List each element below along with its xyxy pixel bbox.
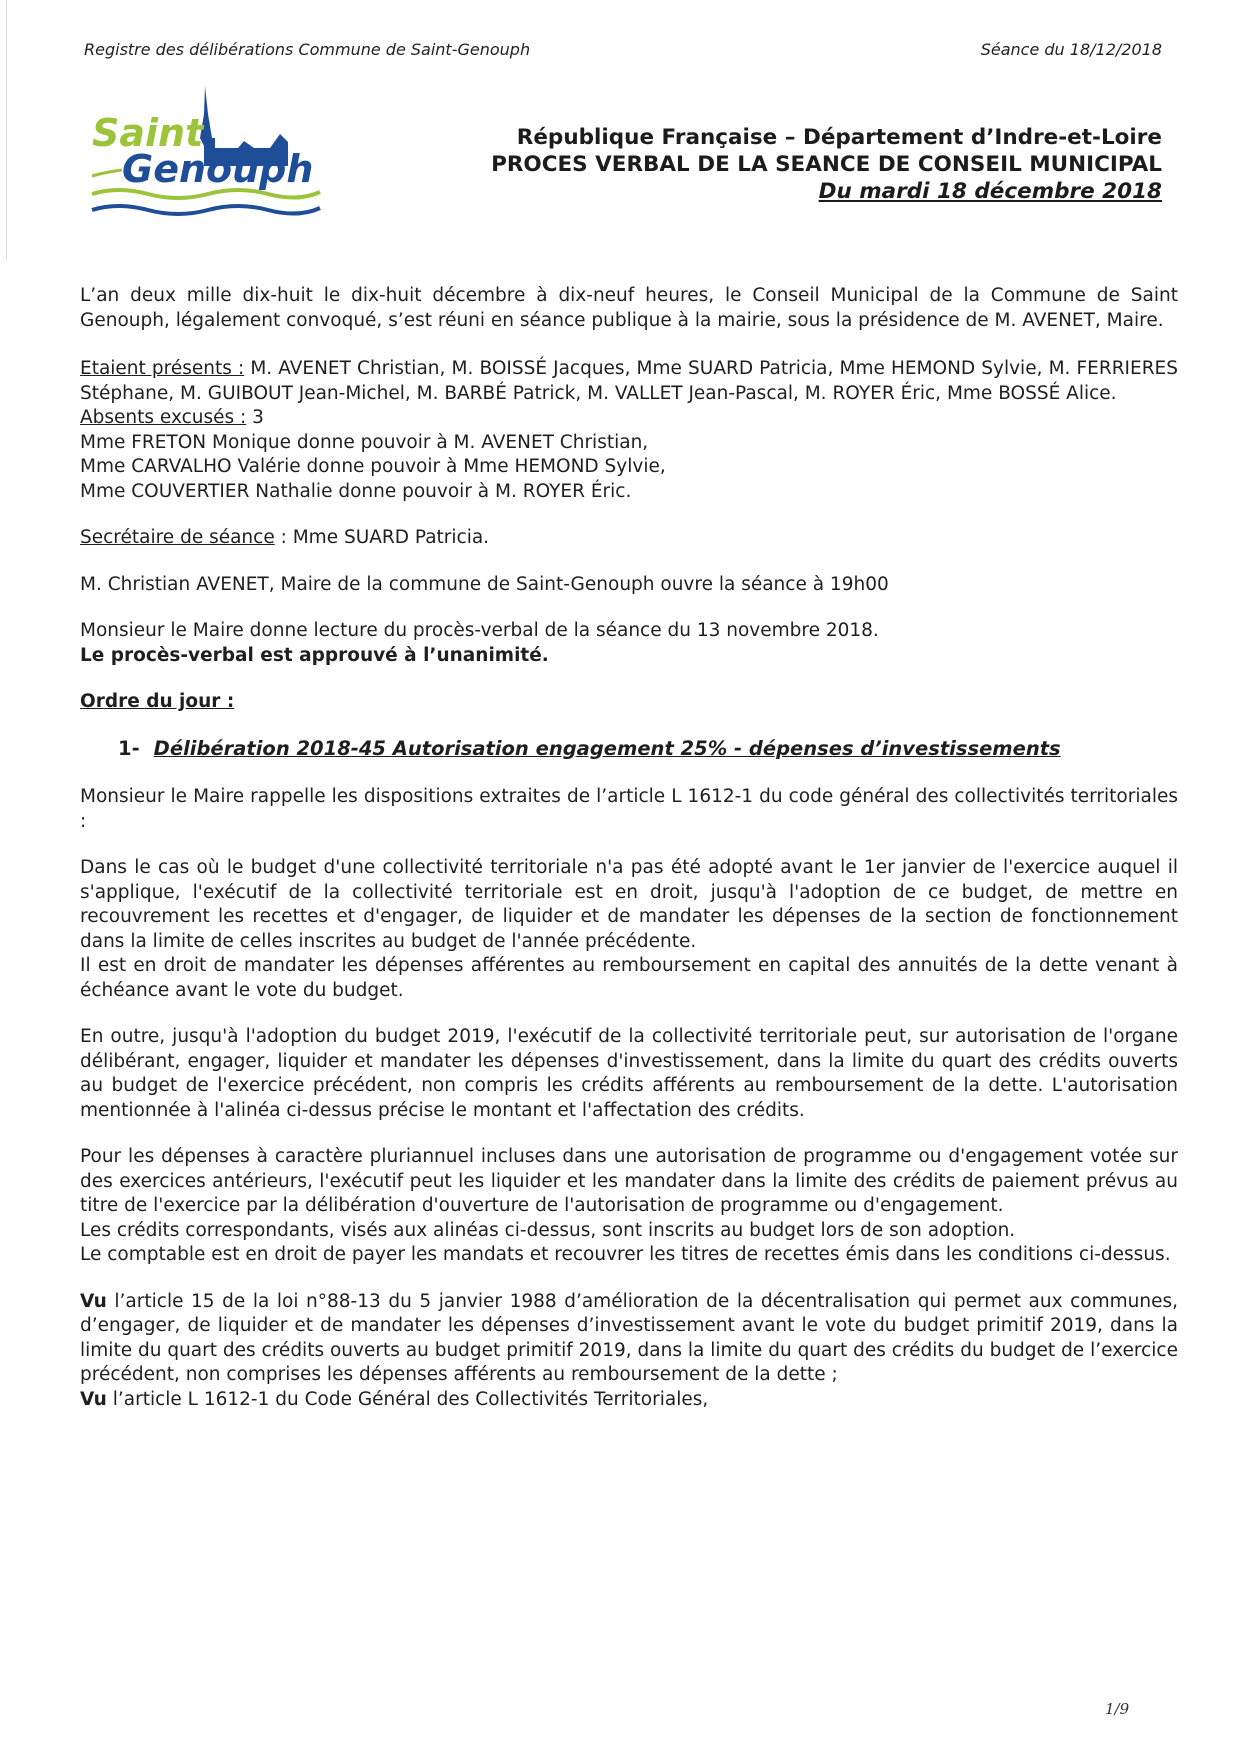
attendance-present — [80, 357, 1178, 406]
agenda-item-title — [118, 737, 1178, 762]
proxy-line: Mme COUVERTIER Nathalie donne pouvoir à M. ROYER Éric. — [80, 480, 632, 502]
present-label: Etaient présents : — [80, 358, 245, 379]
absent-count: 3 — [246, 407, 264, 428]
secretary-name: : Mme SUARD Patricia. — [274, 527, 490, 548]
secretary-label: Secrétaire de séance — [80, 527, 275, 548]
church-skyline-river-logo-icon — [88, 86, 328, 216]
intro-paragraph: L’an deux mille dix-huit le dix-huit décembre à dix-neuf heures, le Conseil Municipal de la Commune de Saint Genouph, légalement convoqué, s’est réuni en séance publique à la mairie, sous la présidence de M. AVENET, Maire. — [80, 285, 1178, 331]
minutes-approval: Le procès-verbal est approuvé à l’unanimité. — [80, 644, 549, 666]
vu-text: l’article L 1612-1 du Code Général des Collectivités Territoriales, — [106, 1388, 709, 1410]
svg-text:Genouph: Genouph — [122, 147, 314, 191]
document-title-block — [491, 124, 1162, 205]
saint-genouph-logo — [88, 86, 328, 216]
svg-text:Saint: Saint — [92, 111, 204, 155]
agenda-title: Ordre du jour : — [80, 691, 235, 712]
running-header — [84, 40, 1162, 64]
title-republic-department: République Française – Département d’Indre-et-Loire — [516, 125, 1162, 150]
scan-edge — [6, 0, 7, 260]
present-list: M. AVENET Christian, M. BOISSÉ Jacques, Mme SUARD Patricia, Mme HEMOND Sylvie, M. FERRIERES Stéphane, M. GUIBOUT Jean-Michel, M. BARBÉ Patrick, M. VALLET Jean-Pascal, M. ROYER Éric, Mme BOSSÉ Alice. — [80, 358, 1178, 404]
page-number: 1/9 — [1105, 1700, 1130, 1718]
minutes-reading: Monsieur le Maire donne lecture du procès-verbal de la séance du 13 novembre 2018. — [80, 620, 879, 641]
vu-text: l’article 15 de la loi n°88-13 du 5 janvier 1988 d’amélioration de la décentralisation qui permet aux communes, d’engager, de liquider et de mandater les dépenses d’investissement avant le vote du budget primitif 2019, dans la limite du quart des crédits ouverts au budget primitif 2019, dans la limite du quart des crédits du budget de l’exercice précédent, non comprises les dépenses afférents au remboursement de la dette ; — [80, 1290, 1178, 1385]
vu-clause — [80, 1290, 1178, 1388]
item-paragraph: Monsieur le Maire rappelle les dispositions extraites de l’article L 1612-1 du code général des collectivités territoriales : — [80, 786, 1178, 832]
item-paragraph: Les crédits correspondants, visés aux alinéas ci-dessus, sont inscrits au budget lors de son adoption. — [80, 1219, 1016, 1241]
item-paragraph: Pour les dépenses à caractère pluriannuel incluses dans une autorisation de programme ou d'engagement votée sur des exercices antérieurs, l'exécutif peut les liquider et les mandater dans la limite des crédits de paiement prévus au titre de l'exercice par la délibération d'ouverture de l'autorisation de programme ou d'engagement. — [80, 1146, 1178, 1216]
vu-label: Vu — [80, 1388, 107, 1410]
item-paragraph: Dans le cas où le budget d'une collectivité territoriale n'a pas été adopté avant le 1er janvier de l'exercice auquel il s'applique, l'exécutif de la collectivité territoriale est en droit, jusqu'à l'adoption de ce budget, de mettre en recouvrement les recettes et d'engager, de liquider et de mandater les dépenses de la section de fonctionnement dans la limite de celles inscrites au budget de l'année précédente. — [80, 857, 1178, 952]
item-paragraph: Le comptable est en droit de payer les mandats et recouvrer les titres de recettes émis dans les conditions ci-dessus. — [80, 1244, 1171, 1265]
item-paragraph: Il est en droit de mandater les dépenses afférentes au remboursement en capital des annuités de la dette venant à échéance avant le vote du budget. — [80, 955, 1178, 1001]
agenda-item-heading: Délibération 2018-45 Autorisation engagement 25% - dépenses d’investissements — [153, 736, 1061, 760]
vu-clause — [80, 1388, 1178, 1413]
opening-line: M. Christian AVENET, Maire de la commune de Saint-Genouph ouvre la séance à 19h00 — [80, 573, 889, 595]
agenda-item-number: 1- — [118, 736, 140, 760]
item-paragraph: En outre, jusqu'à l'adoption du budget 2019, l'exécutif de la collectivité territoriale peut, sur autorisation de l'organe délibérant, engager, liquider et mandater les dépenses d'investissement, dans la limite du quart des crédits ouverts au budget de l'exercice précédent, non compris les crédits afférents au remboursement de la dette. L'autorisation mentionnée à l'alinéa ci-dessus précise le montant et l'affectation des crédits. — [80, 1026, 1178, 1121]
title-proces-verbal: PROCES VERBAL DE LA SEANCE DE CONSEIL MUNICIPAL — [491, 152, 1162, 177]
absent-label: Absents excusés : — [80, 407, 247, 428]
attendance-absent — [80, 406, 1178, 431]
document-body — [80, 284, 1178, 1412]
proxy-line: Mme FRETON Monique donne pouvoir à M. AVENET Christian, — [80, 431, 649, 453]
session-date-label: Séance du 18/12/2018 — [980, 40, 1162, 59]
secretary-line — [80, 526, 1178, 551]
register-label: Registre des délibérations Commune de Saint-Genouph — [84, 40, 531, 59]
vu-label: Vu — [80, 1290, 107, 1312]
title-session-date: Du mardi 18 décembre 2018 — [818, 179, 1162, 204]
proxy-line: Mme CARVALHO Valérie donne pouvoir à Mme HEMOND Sylvie, — [80, 456, 666, 477]
